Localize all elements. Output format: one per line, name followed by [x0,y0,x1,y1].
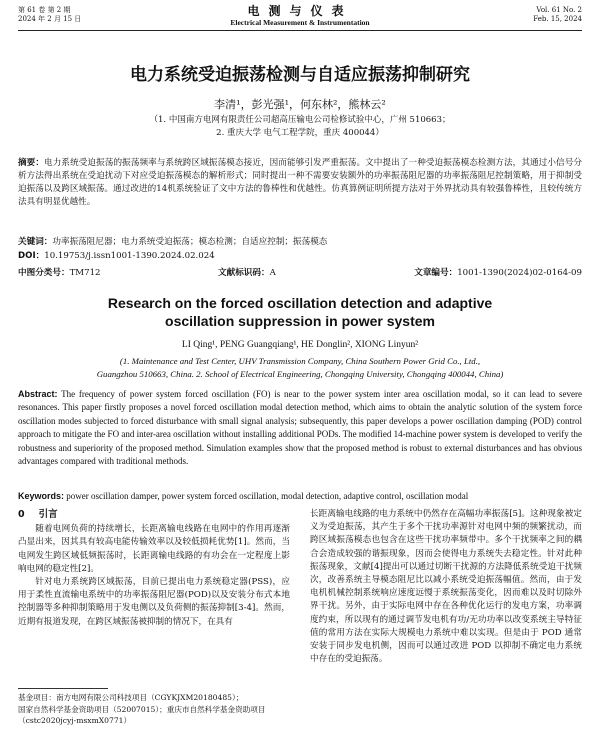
section-number: 0 [18,509,25,520]
header-center [18,5,582,27]
affiliation-en-line: (1. Maintenance and Test Center, UHV Transmission Company, China Southern Power Grid Co., Ltd., [119,356,481,366]
abstract-en-text: The frequency of power system forced oscillation (FO) is near to the power system inter area oscillation modal, so it can lead to severe resonances. This paper firstly proposes a novel forced oscillation modal detection method, which aims to obtain the analytic solution of the system force oscillation modes subjected to forced disturbance with small signal analysis; subsequently, this paper develops a power oscillation damping (POD) control approach to mitigate the FO and inter-area oscillation without installing additional PODs. The modified 14-machine power system is developed to verify the robustness and superiority of the proposed method. Simulation examples show that the proposed method is robust to external disturbances and has obvious advantages compared with traditional methods. [18,389,582,467]
keywords-zh [18,236,582,249]
abstract-zh-text: 电力系统受迫振荡的振荡频率与系统跨区域振荡模态接近，因而能够引发严重振荡。文中提出了一种受迫振荡模态检测方法，其通过小信号分析方法得出系统在受迫扰动下对应受迫振荡模态的解析形式；同时提出一种不需要安装额外的功率振荡阻尼器的功率振荡阻尼控制策略，用于抑制受迫振荡以及跨区域振荡。通过改进的14机系统验证了文中方法的鲁棒性和优越性。仿真算例证明所提方法对于外界扰动具有较强鲁棒性，且较传统方法具有明显优越性。 [18,158,582,207]
paper-title-en [0,294,600,330]
journal-name-en: Electrical Measurement & Instrumentation [230,18,370,27]
authors-zh: 李清¹，彭光强¹，何东林²，熊林云² [214,98,386,111]
body-paragraph: 针对电力系统跨区域振荡，目前已提出电力系统稳定器(PSS)，应用于柔性直流输电系统中的功率振荡阻尼器(POD)以及安装分布式本地控制器等多种抑制策略用于发电侧以及负荷侧的振荡抑制[3-4]。然而，近期有报道发现，在跨区域振荡被抑制的情况下，在具有 [18,577,290,627]
funding-line: 基金项目：南方电网有限公司科技项目（CGYKJXM20180485）； [18,693,244,702]
affiliation-zh-line: 2. 重庆大学 电气工程学院，重庆 400044） [216,128,384,138]
affiliation-en-line: Guangzhou 510663, China. 2. School of Electrical Engineering, Chongqing University, Chongqing 400044, China) [96,369,504,379]
funding-line: 国家自然科学基金资助项目（52007015）；重庆市自然科学基金资助项目（cstc2020jcyj-msxmX0771） [18,704,266,725]
article-number: 文章编号：1001-1390(2024)02-0164-09 [414,268,582,278]
keywords-zh-label: 关键词： [18,237,53,247]
body-paragraph: 长距离输电线路的电力系统中仍然存在高幅功率振荡[5]。这种现象被定义为受迫振荡，其产生于多个干扰功率源针对电网中频的频繁扰动，而跨区域振荡模态也包含在这些干扰功率频带中。多个干扰频率之间的耦合会造成较强的谐振现象，因而会使得电力系统失去稳定性。针对此种振荡现象，文献[4]提出可以通过切断干扰源的方法降低系统受迫干扰频次，改善系统主导模态阻尼比以减小系统受迫振荡幅值。然而，由于发电机机械控制系统响应速度远慢于系统振荡变化，因而难以及时切除外界干扰。另外，由于实际电网中存在各种优化运行的发电方案，功率调度约束，所以现有的通过调节发电机有功/无功功率以改变系统主导特征值的常用方法在实际大规模电力系统中难以实现。但是由于 POD 通常安装于同步发电机侧，因而可以通过改进 POD 以抑制不确定电力系统中存在的受迫振荡。 [310,509,582,665]
issue-date: 2024 年 2 月 15 日 [18,15,82,23]
section-title: 引言 [38,509,58,520]
paper-title-en-line: Research on the forced oscillation detection and adaptive [107,295,493,311]
body-column-left [18,508,290,629]
abstract-zh [18,157,582,209]
footnote-rule [18,688,108,689]
affiliation-zh-line: （1. 中国南方电网有限责任公司超高压输电公司检修试验中心，广州 510663； [149,115,451,125]
issue-date-en: Feb. 15, 2024 [533,15,582,23]
document-code: 文献标识码：A [218,268,276,278]
header-right [533,6,582,24]
keywords-en-text: power oscillation damper, power system forced oscillation, modal detection, adaptive control, oscillation modal [64,491,469,501]
keywords-en [18,490,582,503]
affiliations-zh [60,114,540,140]
authors-en: LI Qing¹, PENG Guangqiang¹, HE Donglin², XIONG Linyun² [181,340,419,350]
abstract-zh-label: 摘要： [18,158,45,168]
affiliations-en [30,355,570,381]
paper-title-en-line: oscillation suppression in power system [165,313,435,329]
volume-issue: 第 61 卷 第 2 期 [18,6,71,14]
running-header [18,4,582,31]
body-paragraph: 随着电网负荷的持续增长，长距离输电线路在电网中的作用再逐渐凸显出来，因其具有较高电能传输效率以及较低损耗优势[1]。然而，当电网发生跨区域低频振荡时，长距离输电线路的有功会在一定程度上影响电网的稳定性[2]。 [18,524,290,574]
body-column-right [310,508,582,666]
keywords-en-label: Keywords: [18,491,65,501]
volume-issue-en: Vol. 61 No. 2 [536,6,582,14]
doi-value[interactable]: 10.19753/j.issn1001-1390.2024.02.024 [44,251,215,261]
doi [18,250,582,263]
clc-number: 中图分类号：TM712 [18,268,101,278]
abstract-en [18,388,582,468]
journal-name-zh: 电测与仪表 [247,4,353,18]
paper-title-zh: 电力系统受迫振荡检测与自适应振荡抑制研究 [130,65,470,85]
doi-label: DOI： [18,251,45,261]
section-heading [18,508,290,521]
funding-note [18,688,290,727]
keywords-zh-text: 功率振荡阻尼器；电力系统受迫振荡；模态检测；自适应控制；振荡模态 [52,237,328,247]
classification-row [18,266,582,279]
abstract-en-label: Abstract: [18,389,58,399]
